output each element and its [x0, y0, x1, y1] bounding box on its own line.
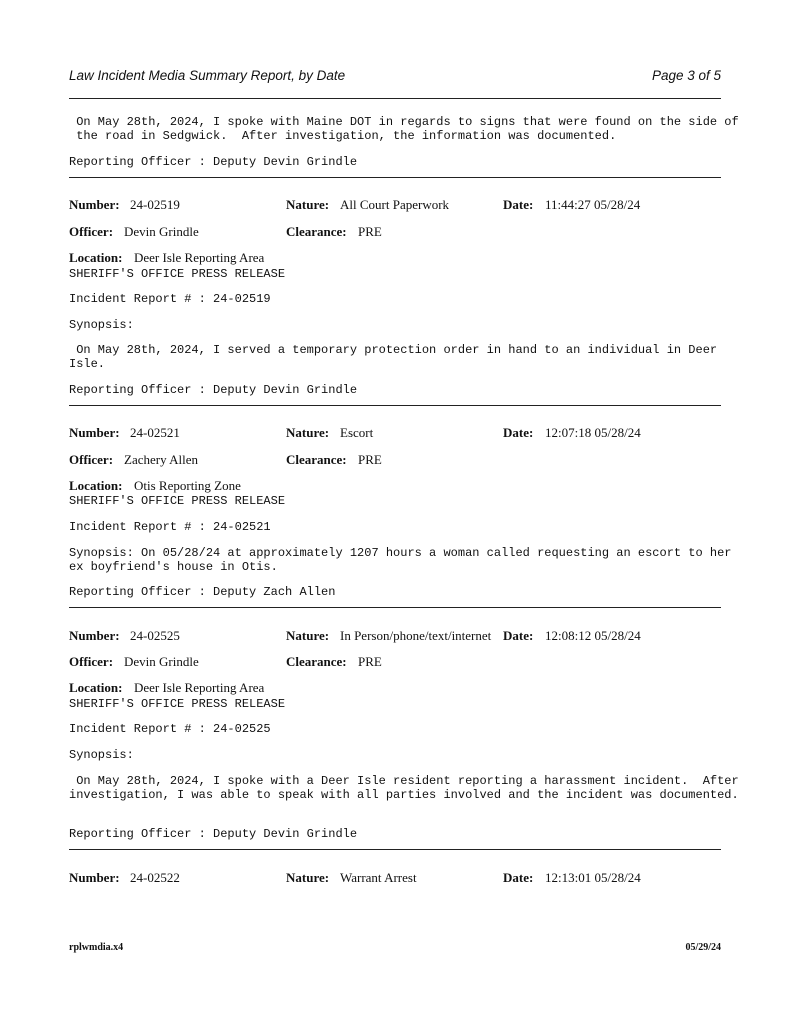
location-label: Location:: [69, 478, 123, 493]
incident-number: 24-02521: [130, 425, 180, 440]
nature-label: Nature:: [286, 628, 330, 643]
reporting-officer: Reporting Officer : Deputy Zach Allen: [69, 585, 336, 599]
section-divider: [69, 849, 721, 850]
incident-number: 24-02522: [130, 870, 180, 885]
incident-clearance: PRE: [358, 224, 382, 239]
incident-nature: All Court Paperwork: [340, 197, 450, 212]
number-label: Number:: [69, 870, 120, 885]
incident-nature: In Person/phone/text/internet: [340, 628, 492, 643]
synopsis-line2: ex boyfriend's house in Otis.: [69, 560, 278, 574]
header-divider: [69, 98, 721, 99]
incident-officer: Devin Grindle: [124, 654, 199, 669]
incident-report-number: Incident Report # : 24-02521: [69, 520, 271, 534]
incident-report-number: Incident Report # : 24-02519: [69, 292, 271, 306]
press-release-heading: SHERIFF'S OFFICE PRESS RELEASE: [69, 267, 286, 281]
location-label: Location:: [69, 250, 123, 265]
synopsis-line2: investigation, I was able to speak with all parties involved and the incident was documented.: [69, 788, 739, 802]
officer-label: Officer:: [69, 224, 114, 239]
footer-report-code: rplwmdia.x4: [69, 942, 124, 953]
reporting-officer: Reporting Officer : Deputy Devin Grindle: [69, 383, 358, 397]
synopsis-label: Synopsis:: [69, 318, 134, 332]
incident-date: 12:13:01 05/28/24: [545, 870, 641, 885]
incident-officer: Zachery Allen: [124, 452, 198, 467]
clearance-label: Clearance:: [286, 224, 347, 239]
press-release-heading: SHERIFF'S OFFICE PRESS RELEASE: [69, 697, 286, 711]
carryover-reporting-officer: Reporting Officer : Deputy Devin Grindle: [69, 155, 358, 169]
synopsis-line1: Synopsis: On 05/28/24 at approximately 1207 hours a woman called requesting an escort to her: [69, 546, 732, 560]
incident-date: 12:07:18 05/28/24: [545, 425, 641, 440]
date-label: Date:: [503, 870, 534, 885]
carryover-synopsis-line1: On May 28th, 2024, I spoke with Maine DOT in regards to signs that were found on the side of: [69, 115, 739, 129]
incident-location: Deer Isle Reporting Area: [134, 680, 265, 695]
date-label: Date:: [503, 425, 534, 440]
press-release-heading: SHERIFF'S OFFICE PRESS RELEASE: [69, 494, 286, 508]
incident-location: Otis Reporting Zone: [134, 478, 241, 493]
incident-officer: Devin Grindle: [124, 224, 199, 239]
nature-label: Nature:: [286, 197, 330, 212]
incident-report-number: Incident Report # : 24-02525: [69, 722, 271, 736]
date-label: Date:: [503, 197, 534, 212]
incident-clearance: PRE: [358, 452, 382, 467]
page-indicator: Page 3 of 5: [651, 68, 721, 83]
incident-clearance: PRE: [358, 654, 382, 669]
date-label: Date:: [503, 628, 534, 643]
synopsis-line1: On May 28th, 2024, I served a temporary protection order in hand to an individual in Deer: [69, 343, 718, 357]
reporting-officer: Reporting Officer : Deputy Devin Grindle: [69, 827, 358, 841]
number-label: Number:: [69, 628, 120, 643]
incident-date: 11:44:27 05/28/24: [545, 197, 641, 212]
clearance-label: Clearance:: [286, 654, 347, 669]
number-label: Number:: [69, 425, 120, 440]
incident-nature: Warrant Arrest: [340, 870, 417, 885]
report-title: Law Incident Media Summary Report, by Date: [69, 68, 346, 83]
incident-date: 12:08:12 05/28/24: [545, 628, 641, 643]
number-label: Number:: [69, 197, 120, 212]
nature-label: Nature:: [286, 425, 330, 440]
synopsis-line2: Isle.: [69, 357, 106, 371]
clearance-label: Clearance:: [286, 452, 347, 467]
location-label: Location:: [69, 680, 123, 695]
section-divider: [69, 607, 721, 608]
incident-location: Deer Isle Reporting Area: [134, 250, 265, 265]
section-divider: [69, 177, 721, 178]
incident-nature: Escort: [340, 425, 374, 440]
synopsis-label: Synopsis:: [69, 748, 134, 762]
synopsis-line1: On May 28th, 2024, I spoke with a Deer Isle resident reporting a harassment incident. After: [69, 774, 739, 788]
incident-number: 24-02525: [130, 628, 180, 643]
footer-print-date: 05/29/24: [685, 942, 721, 953]
section-divider: [69, 405, 721, 406]
officer-label: Officer:: [69, 654, 114, 669]
nature-label: Nature:: [286, 870, 330, 885]
incident-number: 24-02519: [130, 197, 180, 212]
officer-label: Officer:: [69, 452, 114, 467]
carryover-synopsis-line2: the road in Sedgwick. After investigation, the information was documented.: [69, 129, 617, 143]
